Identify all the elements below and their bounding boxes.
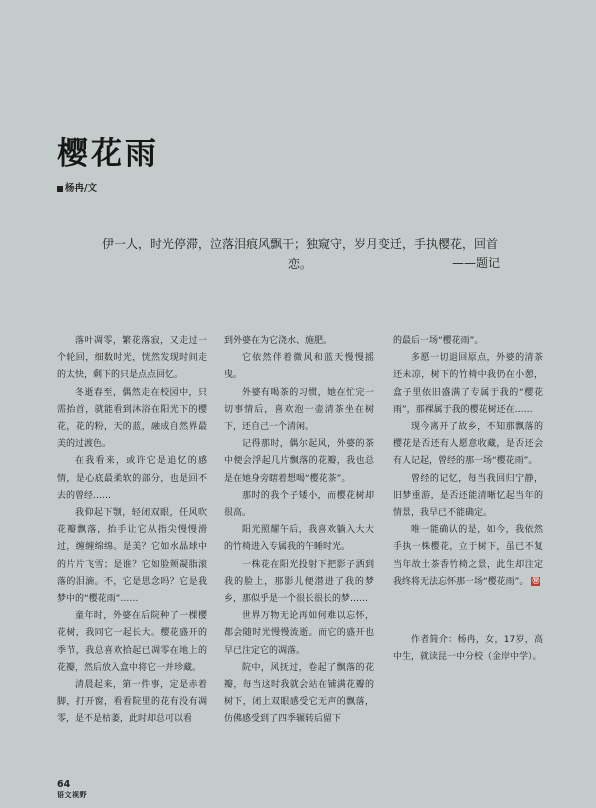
- paragraph: [57, 385, 207, 454]
- paragraph: [57, 677, 207, 729]
- paragraph: [224, 333, 374, 350]
- paragraph-text: 多愿一切退回原点，外婆的清茶还未凉，树下的竹椅中我仍在小憩，盒子里依旧盛满了专属于我的“樱花雨”，那裸属于我的樱花树还在……: [393, 353, 543, 415]
- epigraph: 伊一人，时光停滞，泣落泪痕风飘干；独窥守，岁月变迁，手执樱花，回首恋。: [101, 237, 498, 271]
- paragraph: [57, 453, 207, 505]
- paragraph: [224, 488, 374, 522]
- byline: [57, 180, 97, 194]
- paragraph-text: 的最后一场“樱花雨”。: [393, 336, 484, 346]
- paragraph-text: 院中，风抚过，卷起了飘落的花瓣，每当这时我就会站在铺满花瓣的树下，闭上双眼感受它无声的飘落，仿佛感受到了四季辗转后留下: [224, 662, 374, 725]
- paragraph: [393, 522, 543, 591]
- paragraph: [224, 522, 374, 556]
- paragraph: [393, 350, 543, 419]
- paragraph-text: 曾经的记忆，每当我回归宁静，旧梦重游，是否还能清晰忆起当年的情景，我早已不能确定。: [393, 473, 543, 519]
- paragraph-text: 冬逝春至，偶然走在校园中，只需抬首，就能看到沐浴在阳光下的樱花，花的粉，天的蓝，融成自然界最美的过渡色。: [57, 387, 207, 450]
- paragraph: [393, 333, 543, 350]
- paragraph-text: 到外婆在为它浇水、施肥。: [224, 336, 333, 346]
- author-bio: 作者简介：杨冉，女，17岁，高中生，就读昆一中分校（金岸中学）。: [393, 635, 543, 663]
- paragraph-text: 它依然伴着微风和蓝天慢慢摇曳。: [224, 353, 374, 381]
- paragraph-text: 在我看来，或许它是追忆的感情，是心底最柔软的部分，也是回不去的曾经……: [57, 456, 207, 501]
- paragraph: [57, 333, 207, 385]
- paragraph-text: 我仰起下颚，轻闭双眼，任风吹花瓣飘落，抬手让它从指尖慢慢滑过，缠缠绵绵。是美？它如水晶球中的片片飞雪；是谁？它如脸颊凝脂滚落的泪滴。不，它是思念吗？它是我梦中的“樱花雨”……: [57, 508, 207, 605]
- text-column-2: [224, 333, 374, 729]
- text-column-3: [393, 333, 543, 666]
- article-title: 樱花雨: [57, 136, 159, 172]
- paragraph: [224, 350, 374, 384]
- paragraph: [224, 385, 374, 437]
- paragraph-text: 外婆有喝茶的习惯，她在忙完一切事情后，喜欢泡一壶清茶坐在树下，还自己一个清闲。: [224, 387, 374, 433]
- magazine-name: 语文视野: [57, 791, 87, 799]
- paragraph: [393, 471, 543, 523]
- end-mark-icon: Ⓦ: [532, 576, 540, 585]
- paragraph: [224, 557, 374, 609]
- paragraph-text: 落叶凋零，繁花落寂，又走过一个轮回，细数时光，恍然发现时间走的太快，剩下的只是点点回忆。: [57, 336, 207, 381]
- paragraph: [224, 660, 374, 729]
- paragraph-text: 世界万物无论再如何难以忘怀，都会随时光慢慢流逝。而它的盛开也早已注定它的凋落。: [224, 611, 374, 656]
- paragraph: [393, 419, 543, 471]
- paragraph: [57, 505, 207, 608]
- paragraph: [224, 436, 374, 488]
- byline-square-icon: [57, 186, 63, 192]
- paragraph-text: 记得那时，偶尔起风，外婆的茶中便会浮起几片飘落的花瓣，我也总是在她身旁瞎着想喝“樱花茶”。: [224, 439, 374, 484]
- paragraph-text: 清晨起来，第一件事，定是赤着脚，打开窗，看看院里的花有没有凋零，是不是枯萎，此时却总可以看: [57, 680, 207, 725]
- paragraph-text: 一株花在阳光投射下把影子洒到我的脸上，那影儿便潜进了我的梦乡，那似乎是一个很长很长的梦……: [224, 559, 374, 605]
- paragraph-text: 童年时，外婆在后院种了一棵樱花树，我同它一起长大。樱花盛开的季节，我总喜欢拾起已凋零在地上的花瓣，然后放入盒中将它一并珍藏。: [57, 611, 207, 673]
- paragraph: [224, 608, 374, 660]
- paragraph-text: 唯一能确认的是，如今，我依然手执一株樱花，立于树下，虽已不复当年故土茶香竹椅之景，此生却注定我终将无法忘怀那一场“樱花雨”。: [393, 525, 543, 587]
- epigraph-signature: ——题记: [451, 256, 500, 270]
- paragraph: [57, 608, 207, 677]
- paragraph-text: 阳光照耀午后，我喜欢躺入大大的竹椅进入专属我的午睡时光。: [224, 525, 374, 553]
- page-number: 64: [57, 779, 71, 790]
- page-folio: [57, 780, 87, 800]
- text-column-1: [57, 333, 207, 729]
- paragraph-text: 那时的我个子矮小，而樱花树却很高。: [224, 490, 374, 519]
- paragraph-text: 现今离开了故乡，不知那飘落的樱花是否还有人愿意收藏，是否还会有人记起，曾经的那一场“樱花雨”。: [393, 422, 543, 467]
- byline-text: 杨冉/文: [65, 183, 97, 194]
